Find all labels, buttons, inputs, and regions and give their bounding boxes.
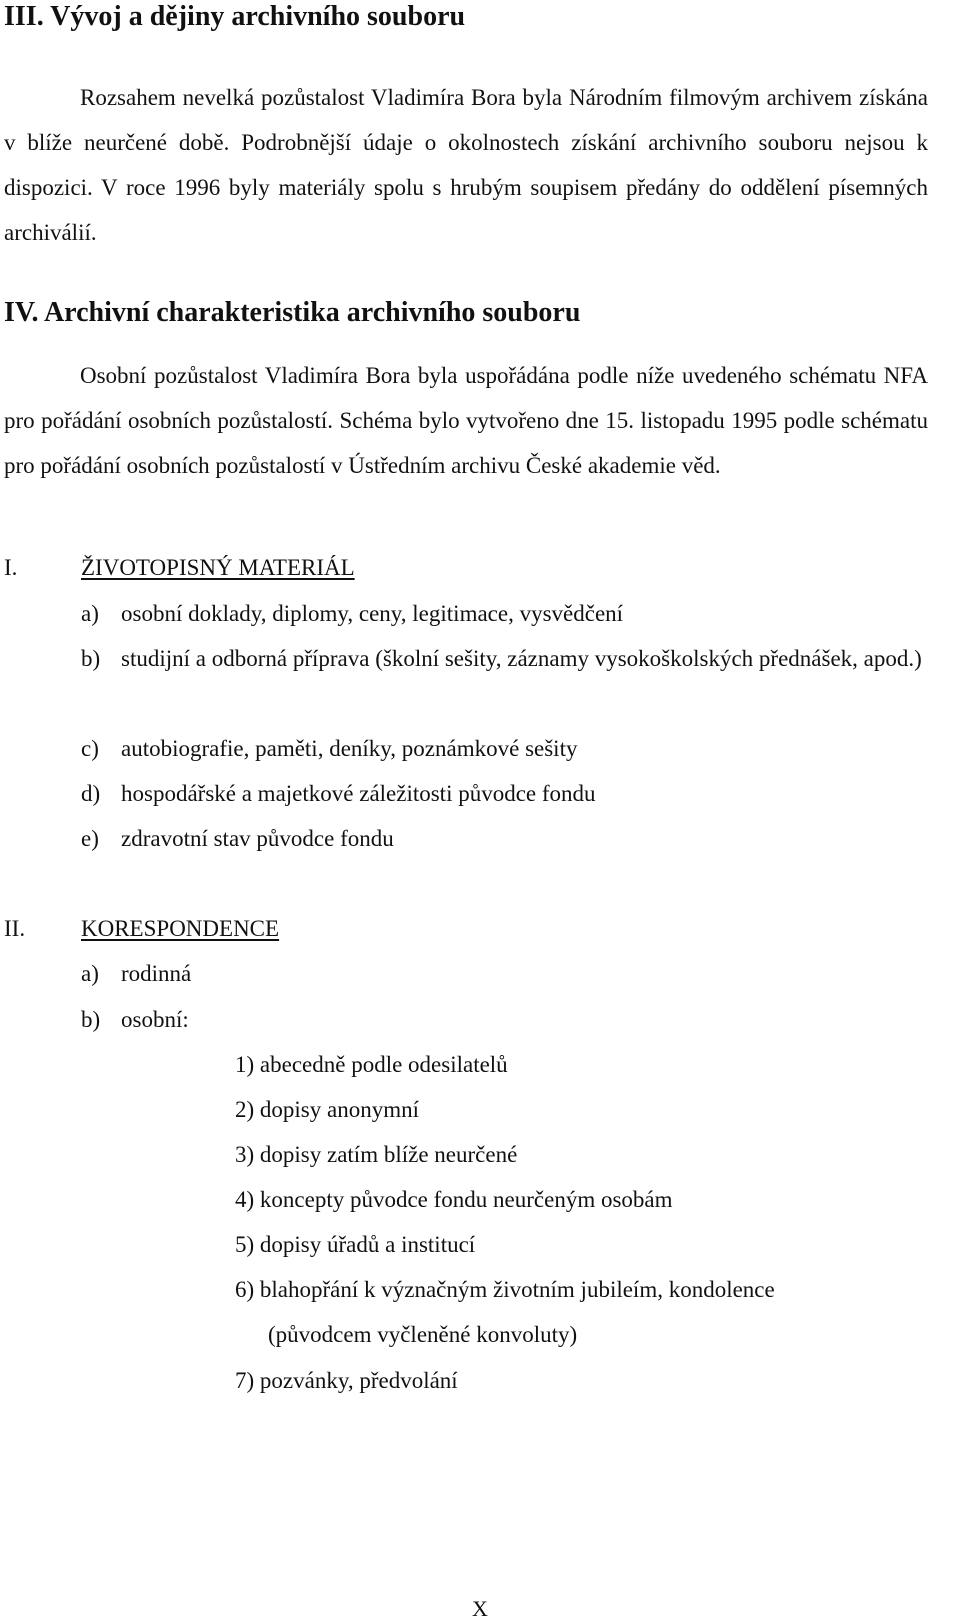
group-i-item-d: hospodářské a majetkové záležitosti původce fondu (121, 781, 596, 806)
group-ii-item-b-marker: b) (81, 1007, 101, 1032)
group-i-item-e-marker: e) (81, 826, 99, 851)
group-i-item-c-marker: c) (81, 736, 99, 761)
group-ii-item-a-marker: a) (81, 961, 99, 986)
group-ii-item-b: osobní: (121, 1007, 189, 1032)
group-i-numeral: I. (4, 555, 18, 580)
group-i-item-b-marker: b) (81, 646, 101, 671)
group-i-item-c: autobiografie, paměti, deníky, poznámkové sešity (121, 736, 578, 761)
list-item: 5) dopisy úřadů a institucí (235, 1232, 476, 1257)
group-i-item-b: studijní a odborná příprava (školní sešity, záznamy vysokoškolských přednášek, apod.) (121, 646, 922, 671)
list-item: 6) blahopřání k význačným životním jubileím, kondolence (235, 1277, 775, 1302)
section-iv-paragraph: Osobní pozůstalost Vladimíra Bora byla uspořádána podle níže uvedeného schématu NFA pro pořádání osobních pozůstalostí. Schéma bylo vytvořeno dne 15. listopadu 1995 podle schématu pro pořádání osobních pozůstalostí v Ústředním archivu České akademie věd. (4, 363, 928, 478)
list-item: 7) pozvánky, předvolání (235, 1368, 458, 1393)
group-ii-title: KORESPONDENCE (81, 916, 280, 941)
group-ii-item-a: rodinná (121, 961, 192, 986)
list-item: 2) dopisy anonymní (235, 1097, 419, 1122)
group-i-title: ŽIVOTOPISNÝ MATERIÁL (81, 555, 355, 580)
list-item-continuation: (původcem vyčleněné konvoluty) (268, 1322, 578, 1347)
list-item: 1) abecedně podle odesilatelů (235, 1052, 508, 1077)
section-iii-paragraph: Rozsahem nevelká pozůstalost Vladimíra Bora byla Národním filmovým archivem získána v blíže neurčené době. Podrobnější údaje o okolnostech získání archivního souboru nejsou k dispozici. V roce 1996 byly materiály spolu s hrubým soupisem předány do oddělení písemných archiválií. (4, 85, 928, 245)
group-i-item-d-marker: d) (81, 781, 101, 806)
group-i-item-a-marker: a) (81, 601, 99, 626)
section-heading-iv: IV. Archivní charakteristika archivního souboru (4, 297, 581, 328)
list-item: 3) dopisy zatím blíže neurčené (235, 1142, 518, 1167)
group-i-item-e: zdravotní stav původce fondu (121, 826, 394, 851)
list-item: 4) koncepty původce fondu neurčeným osobám (235, 1187, 673, 1212)
group-i-item-a: osobní doklady, diplomy, ceny, legitimace, vysvědčení (121, 601, 624, 626)
group-ii-numeral: II. (4, 916, 26, 941)
page-number: X (472, 1596, 488, 1621)
section-heading-iii: III. Vývoj a dějiny archivního souboru (4, 1, 466, 32)
